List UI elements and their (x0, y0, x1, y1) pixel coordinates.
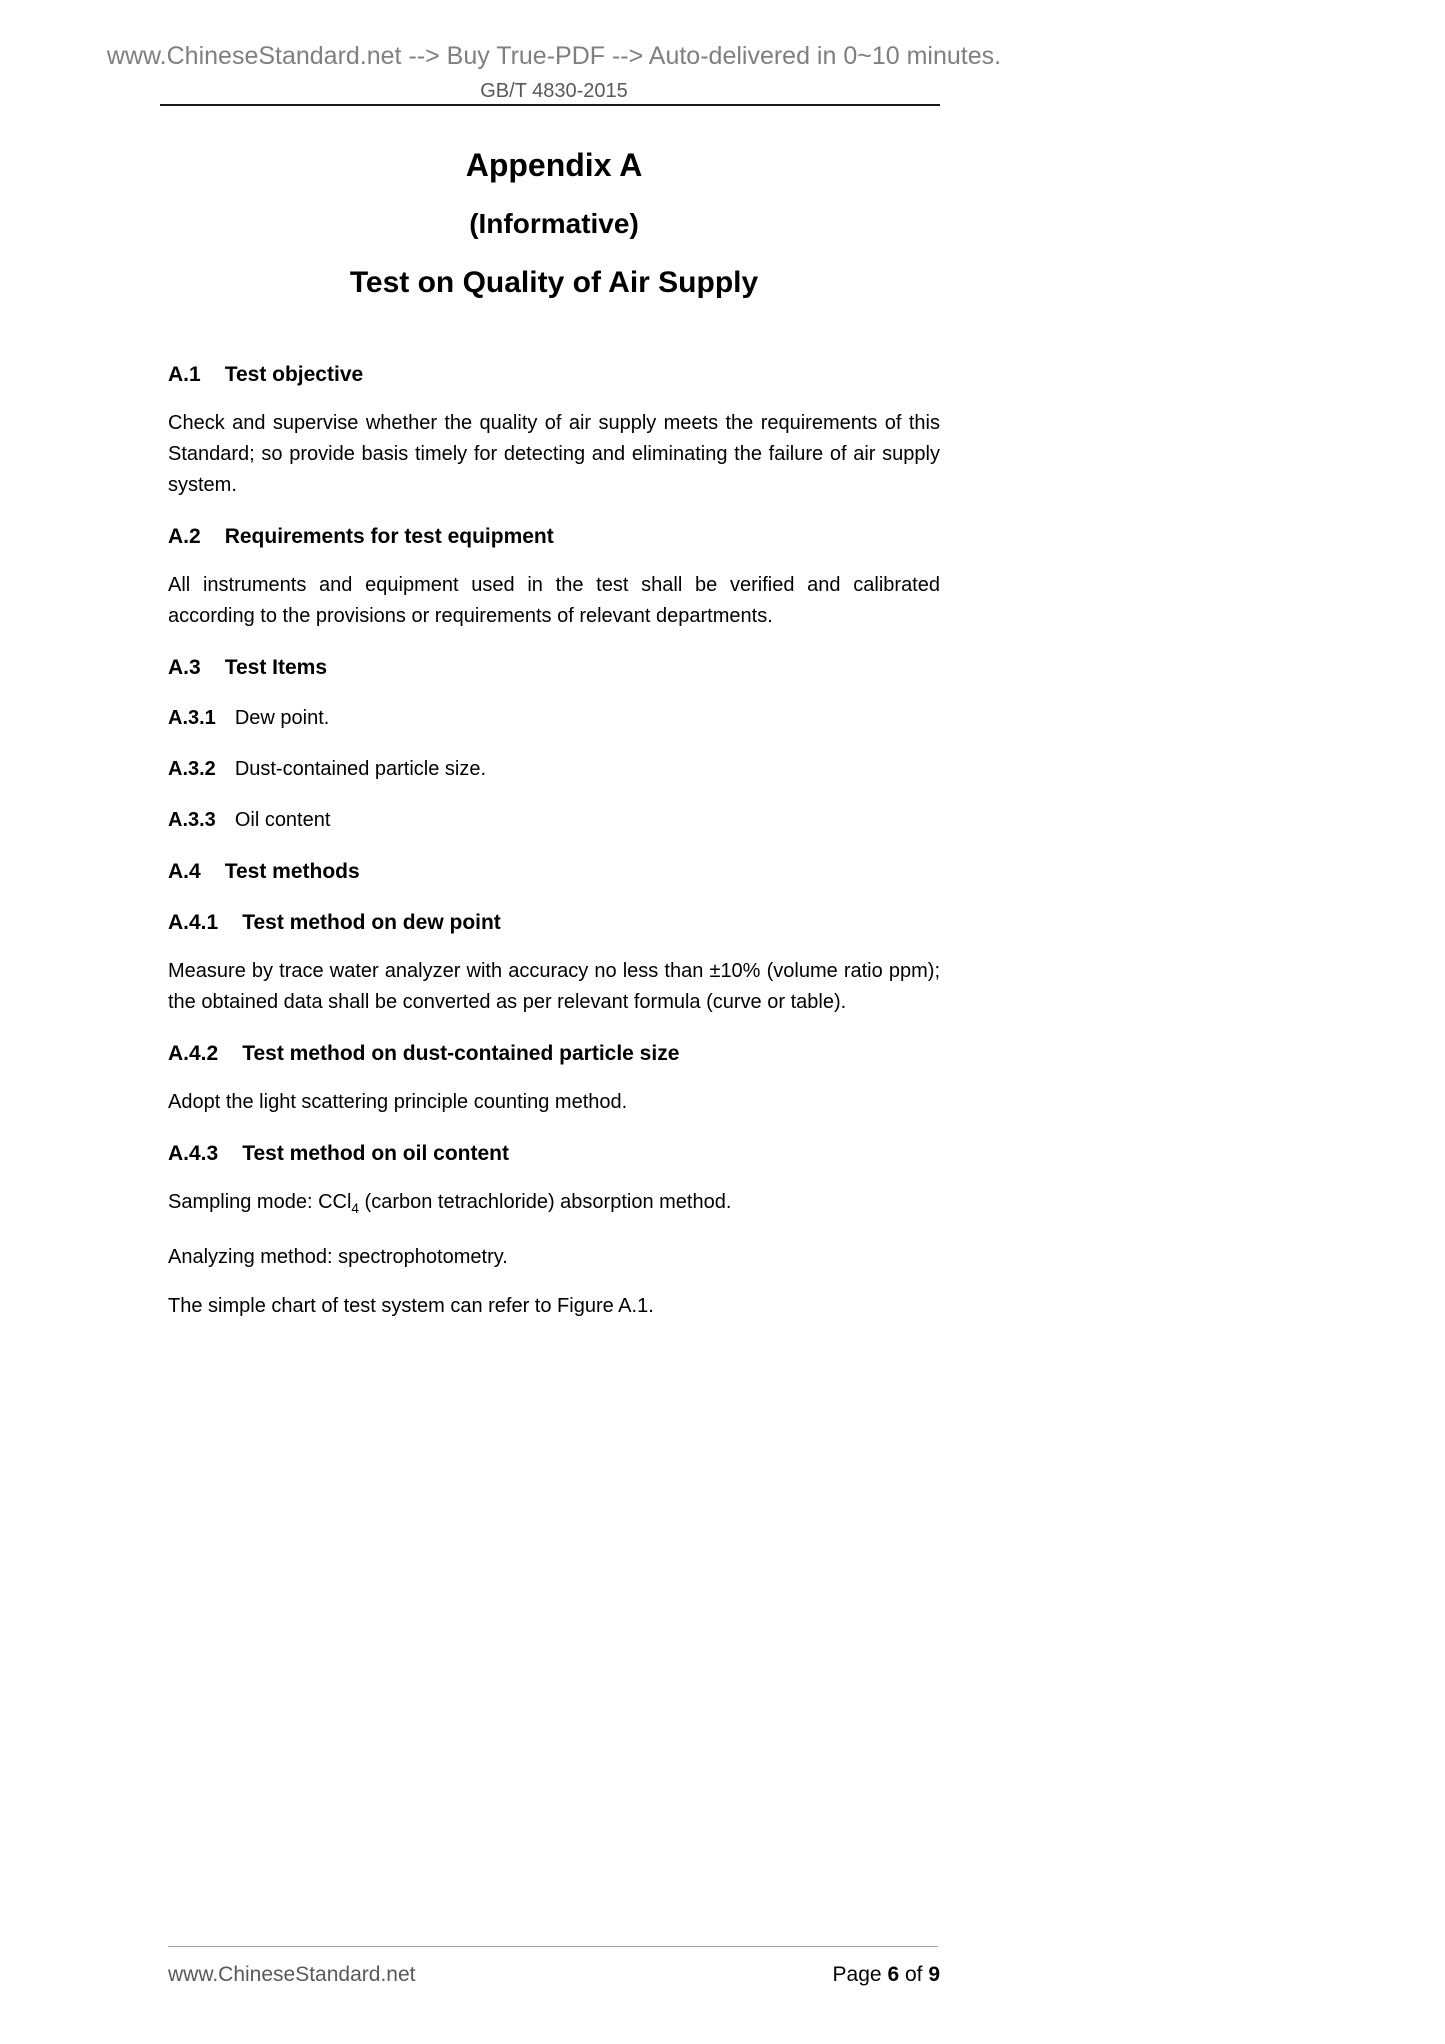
section-heading-a3 (168, 652, 940, 683)
item-number: A.3.3 (168, 809, 216, 831)
paragraph-sampling-mode (168, 1187, 940, 1224)
section-heading-a2 (168, 521, 940, 552)
subscript-4: 4 (351, 1201, 359, 1216)
standard-number: GB/T 4830-2015 (480, 80, 628, 102)
appendix-title: Appendix A (465, 147, 643, 183)
paragraph-figure-reference: The simple chart of test system can refer to Figure A.1. (168, 1295, 654, 1317)
section-heading-a42 (168, 1038, 940, 1069)
list-item-a31 (168, 703, 940, 734)
page-total: 9 (928, 1963, 940, 1986)
section-number: A.3 (168, 656, 201, 679)
item-number: A.3.2 (168, 758, 216, 780)
section-title: Test objective (224, 363, 364, 386)
item-text: Dew point. (234, 707, 330, 729)
section-number: A.1 (168, 363, 201, 386)
page-label: Page (832, 1963, 888, 1986)
paragraph-particle-size-method: Adopt the light scattering principle counting method. (168, 1091, 628, 1113)
section-number: A.4.3 (168, 1142, 219, 1165)
informative-subtitle: (Informative) (469, 208, 639, 239)
section-title: Test method on oil content (242, 1142, 509, 1165)
header-promo-text: www.ChineseStandard.net --> Buy True-PDF --> Auto-delivered in 0~10 minutes. (106, 42, 1002, 70)
section-title: Test methods (224, 860, 360, 883)
sampling-mode-pre: Sampling mode: CCl (168, 1191, 352, 1213)
item-text: Dust-contained particle size. (234, 758, 487, 780)
document-title: Test on Quality of Air Supply (349, 266, 759, 299)
paragraph-dew-point-method: Measure by trace water analyzer with accuracy no less than ±10% (volume ratio ppm); the obtained data shall be converted as per relevant formula (curve or table). (168, 960, 940, 1013)
section-number: A.4.1 (168, 911, 219, 934)
paragraph-analyzing-method: Analyzing method: spectrophotometry. (168, 1246, 508, 1268)
section-heading-a41 (168, 907, 940, 938)
of-label: of (899, 1963, 929, 1986)
section-heading-a1 (168, 359, 940, 390)
paragraph-test-objective: Check and supervise whether the quality of air supply meets the requirements of this Standard; so provide basis timely for detecting and eliminating the failure of air supply system. (168, 412, 940, 496)
section-heading-a43 (168, 1138, 940, 1169)
section-title: Requirements for test equipment (224, 525, 554, 548)
section-number: A.2 (168, 525, 201, 548)
section-title: Test method on dust-contained particle size (242, 1042, 680, 1065)
document-body (168, 0, 940, 1322)
section-number: A.4 (168, 860, 201, 883)
sampling-mode-post: (carbon tetrachloride) absorption method. (358, 1191, 732, 1213)
page-current: 6 (887, 1963, 900, 1986)
item-number: A.3.1 (168, 707, 216, 729)
page-footer (168, 1960, 940, 1990)
footer-site-text: www.ChineseStandard.net (168, 1963, 416, 1986)
list-item-a33 (168, 805, 940, 836)
list-item-a32 (168, 754, 940, 785)
paragraph-equipment-requirements: All instruments and equipment used in the test shall be verified and calibrated according to the provisions or requirements of relevant departments. (168, 574, 940, 627)
section-heading-a4 (168, 856, 940, 887)
section-title: Test method on dew point (242, 911, 501, 934)
section-title: Test Items (224, 656, 328, 679)
section-number: A.4.2 (168, 1042, 219, 1065)
footer-rule (168, 1946, 938, 1947)
page-number-indicator (833, 1960, 940, 1990)
item-text: Oil content (234, 809, 331, 831)
